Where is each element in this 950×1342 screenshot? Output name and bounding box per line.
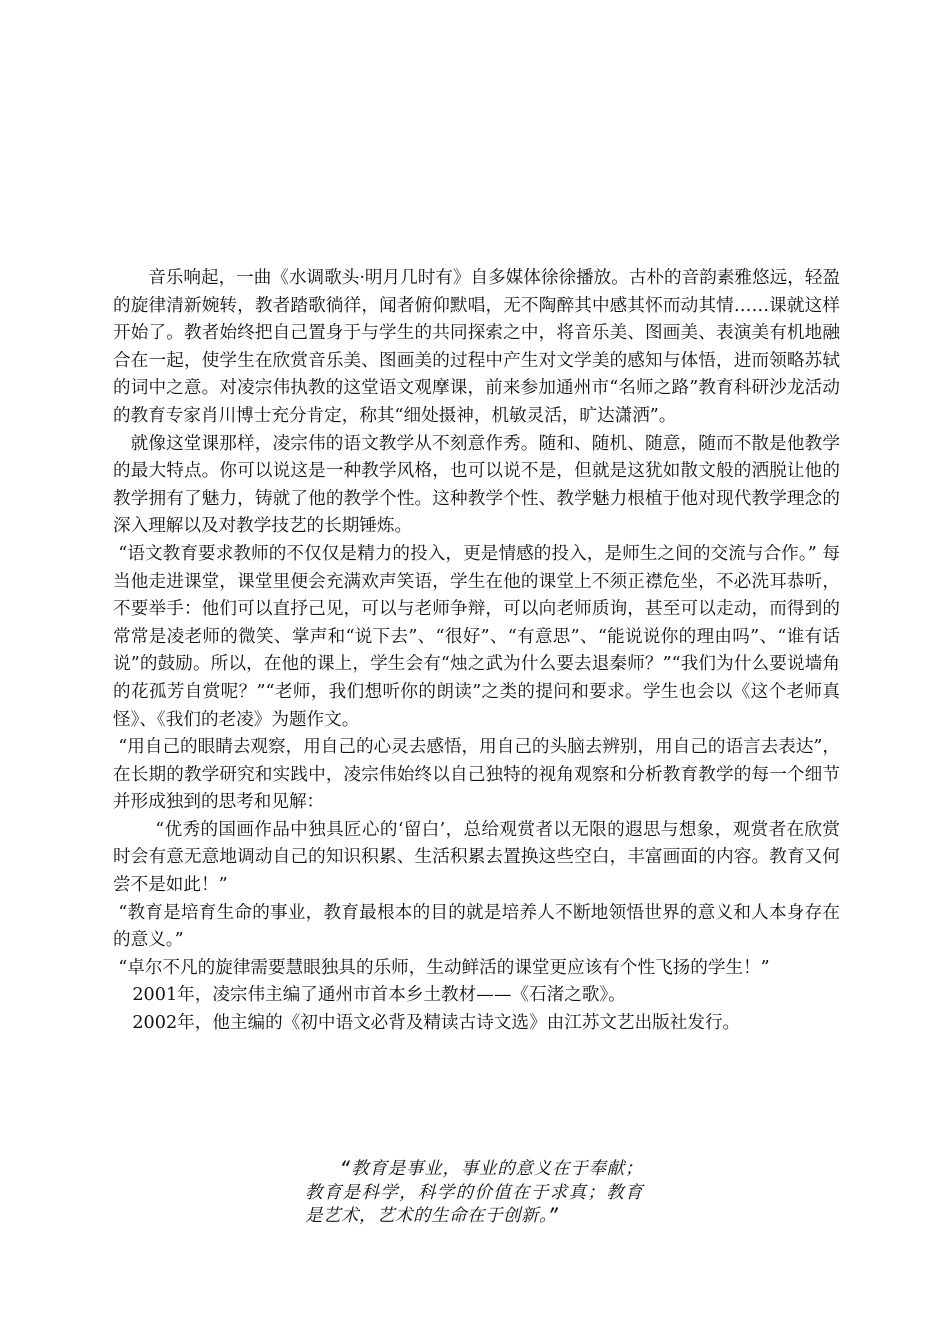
pull-quote (305, 1158, 643, 1229)
paragraph-quote-liubai: “优秀的国画作品中独具匠心的‘留白’，总给观赏者以无限的遐思与想象，观赏者在欣赏时会有意无意地调动自己的知识积累、生活积累去置换这些空白，丰富画面的内容。教育又何尝不是如此！” (113, 819, 840, 896)
paragraph-teaching-style: 就像这堂课那样，凌宗伟的语文教学从不刻意作秀。随和、随机、随意，随而不散是他教学的最大特点。你可以说这是一种教学风格，也可以说不是，但就是这犹如散文般的洒脱让他的教学拥有了魅力，铸就了他的教学个性。这种教学个性、教学魅力根植于他对现代教学理念的深入理解以及对教学技艺的长期锤炼。 (113, 433, 840, 537)
paragraph-2001: 2001年，凌宗伟主编了通州市首本乡土教材——《石渚之歌》。 (132, 985, 626, 1006)
paragraph-quote-melody: “卓尔不凡的旋律需要慧眼独具的乐师，生动鲜活的课堂更应该有个性飞扬的学生！” (118, 957, 770, 978)
paragraph-2002: 2002年，他主编的《初中语文必背及精读古诗文选》由江苏文艺出版社发行。 (132, 1013, 741, 1034)
paragraph-quote-life: “教育是培育生命的事业，教育最根本的目的就是培养人不断地领悟世界的意义和人本身存在的意义。” (113, 902, 840, 951)
pull-quote-text: “教育是事业，事业的意义在于奉献；教育是科学，科学的价值在于求真；教育是艺术，艺术的生命在于创新。” (305, 1159, 643, 1226)
paragraph-observation: “用自己的眼睛去观察，用自己的心灵去感悟，用自己的头脑去辨别，用自己的语言去表达”，在长期的教学研究和实践中，凌宗伟始终以自己独特的视角观察和分析教育教学的每一个细节并形成独到的思考和见解： (113, 737, 841, 813)
paragraph-intro: 音乐响起，一曲《水调歌头·明月几时有》自多媒体徐徐播放。古朴的音韵素雅悠远，轻盈的旋律清新婉转，教者踏歌徜徉，闻者俯仰默唱，无不陶醉其中感其怀而动其情……课就这样开始了。教者始终把自己置身于与学生的共同探索之中，将音乐美、图画美、表演美有机地融合在一起，使学生在欣赏音乐美、图画美的过程中产生对文学美的感知与体悟，进而领略苏轼的词中之意。对凌宗伟执教的这堂语文观摩课，前来参加通州市“名师之路”教育科研沙龙活动的教育专家肖川博士充分肯定，称其“细处摄神，机敏灵活，旷达潇洒”。 (113, 268, 840, 426)
article-body (113, 265, 840, 1038)
paragraph-classroom: “语文教育要求教师的不仅仅是精力的投入，更是情感的投入，是师生之间的交流与合作。” 每当他走进课堂，课堂里便会充满欢声笑语，学生在他的课堂上不须正襟危坐，不必洗耳恭听，不要举手：他们可以直抒己见，可以与老师争辩，可以向老师质询，甚至可以走动，而得到的常常是凌老师的微笑、掌声和“说下去”、“很好”、“有意思”、“能说说你的理由吗”、“谁有话说”的鼓励。所以，在他的课上，学生会有“烛之武为什么要去退秦师？”“我们为什么要说墙角的花孤芳自赏呢？”“老师，我们想听你的朗读”之类的提问和要求。学生也会以《这个老师真怪》、《我们的老凌》为题作文。 (113, 543, 840, 730)
